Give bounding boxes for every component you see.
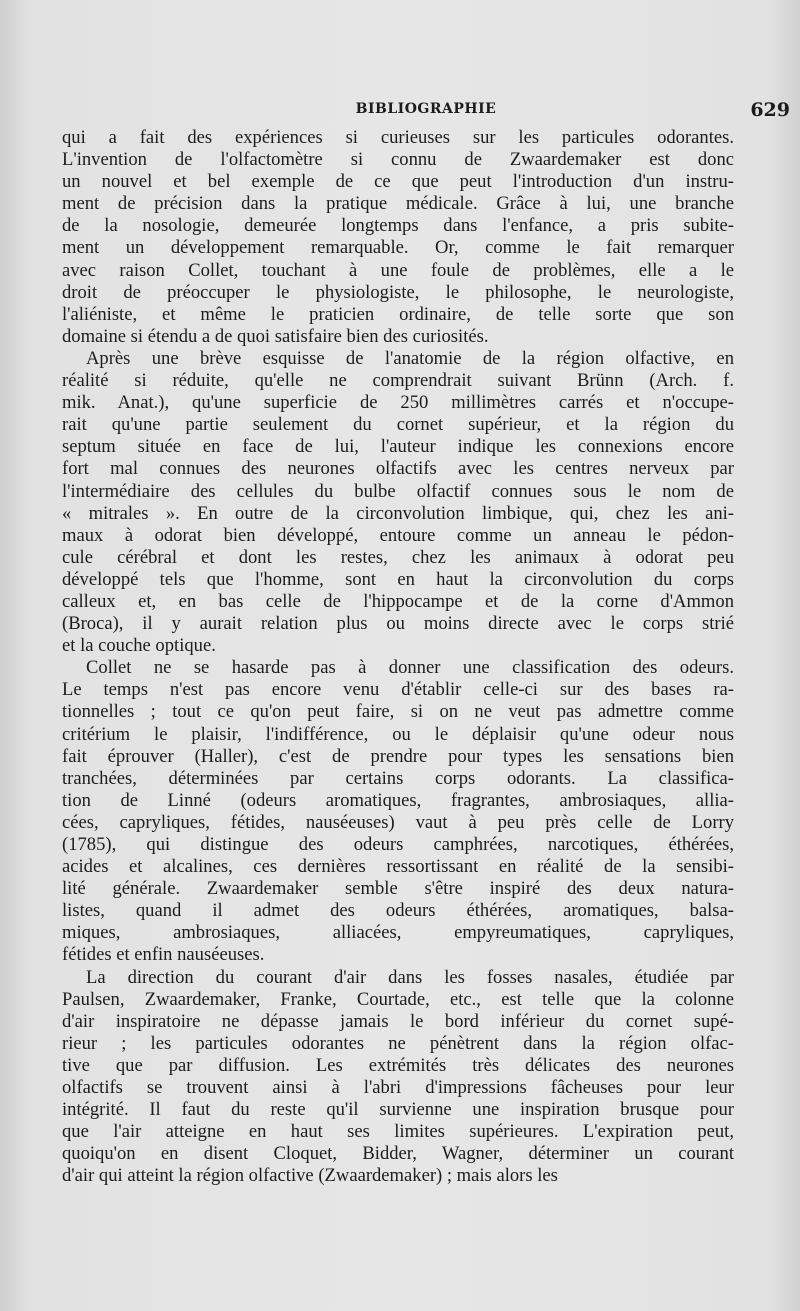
text-line: l'intermédiaire des cellules du bulbe olfactif connues sous le nom de: [62, 480, 734, 502]
running-head: [60, 101, 792, 127]
text-line: tion de Linné (odeurs aromatiques, fragrantes, ambrosiaques, allia-: [62, 789, 734, 811]
text-line: quoiqu'on en disent Cloquet, Bidder, Wagner, déterminer un courant: [62, 1143, 734, 1165]
text-line: tionnelles ; tout ce qu'on peut faire, si on ne veut pas admettre comme: [62, 701, 734, 723]
text-line: un nouvel et bel exemple de ce que peut l'introduction d'un instru-: [62, 171, 734, 193]
text-line: l'aliéniste, et même le praticien ordinaire, de telle sorte que son: [62, 303, 734, 325]
text-line: fétides et enfin nauséeuses.: [62, 944, 265, 966]
text-line: Collet ne se hasarde pas à donner une classification des odeurs.: [86, 657, 734, 679]
text-line: tranchées, déterminées par certains corps odorants. La classifica-: [62, 767, 734, 789]
text-line: avec raison Collet, touchant à une foule de problèmes, elle a le: [62, 259, 734, 281]
text-line: (Broca), il y aurait relation plus ou moins directe avec le corps strié: [62, 613, 734, 635]
text-line: tive que par diffusion. Les extrémités très délicates des neurones: [62, 1054, 734, 1076]
text-line: Paulsen, Zwaardemaker, Franke, Courtade, etc., est telle que la colonne: [62, 988, 734, 1010]
text-line: listes, quand il admet des odeurs éthérées, aromatiques, balsa-: [62, 900, 734, 922]
text-line: que l'air atteigne en haut ses limites supérieures. L'expiration peut,: [62, 1121, 734, 1143]
text-line: critérium le plaisir, l'indifférence, ou le déplaisir qu'une odeur nous: [62, 723, 734, 745]
running-title: BIBLIOGRAPHIE: [355, 101, 497, 117]
text-line: rait qu'une partie seulement du cornet supérieur, et la région du: [62, 414, 734, 436]
paragraph: [62, 348, 734, 657]
text-line: cées, capryliques, fétides, nauséeuses) vaut à peu près celle de Lorry: [62, 811, 734, 833]
text-line: intégrité. Il faut du reste qu'il survienne une inspiration brusque pour: [62, 1099, 734, 1121]
text-line: ment de précision dans la pratique médicale. Grâce à lui, une branche: [62, 193, 734, 215]
text-line: droit de préoccuper le physiologiste, le philosophe, le neurologiste,: [62, 281, 734, 303]
paragraph: [62, 657, 734, 966]
text-line: domaine si étendu a de quoi satisfaire bien des curiosités.: [62, 325, 489, 347]
text-line: rieur ; les particules odorantes ne pénètrent dans la région olfac-: [62, 1032, 734, 1054]
text-line: olfactifs se trouvent ainsi à l'abri d'impressions fâcheuses pour leur: [62, 1077, 734, 1099]
text-line: La direction du courant d'air dans les fosses nasales, étudiée par: [86, 966, 734, 988]
text-line: Après une brève esquisse de l'anatomie de la région olfactive, en: [86, 347, 734, 369]
paragraph: [62, 967, 734, 1188]
text-line: L'invention de l'olfactomètre si connu de Zwaardemaker est donc: [62, 149, 734, 171]
text-line: développé tels que l'homme, sont en haut la circonvolution du corps: [62, 568, 734, 590]
text-line: et la couche optique.: [62, 635, 216, 657]
text-line: mik. Anat.), qu'une superficie de 250 millimètres carrés et n'occupe-: [62, 392, 734, 414]
text-line: qui a fait des expériences si curieuses sur les particules odorantes.: [62, 127, 734, 148]
text-line: acides et alcalines, ces dernières ressortissant en réalité de la sensibi-: [62, 856, 734, 878]
paragraph: [62, 127, 734, 348]
text-line: cule cérébral et dont les restes, chez les animaux à odorat peu: [62, 546, 734, 568]
text-line: miques, ambrosiaques, alliacées, empyreumatiques, capryliques,: [62, 922, 734, 944]
body-text: [62, 127, 734, 1188]
text-line: Le temps n'est pas encore venu d'établir celle-ci sur des bases ra-: [62, 679, 734, 701]
text-line: lité générale. Zwaardemaker semble s'être inspiré des deux natura-: [62, 878, 734, 900]
text-line: ment un développement remarquable. Or, comme le fait remarquer: [62, 237, 734, 259]
text-line: calleux et, en bas celle de l'hippocampe et de la corne d'Ammon: [62, 590, 734, 612]
text-line: de la nosologie, demeurée longtemps dans l'enfance, a pris subite-: [62, 215, 734, 237]
text-line: réalité si réduite, qu'elle ne comprendrait suivant Brünn (Arch. f.: [62, 370, 734, 392]
text-line: « mitrales ». En outre de la circonvolution limbique, qui, chez les ani-: [62, 502, 734, 524]
text-line: d'air qui atteint la région olfactive (Zwaardemaker) ; mais alors les: [62, 1165, 558, 1187]
text-line: fait éprouver (Haller), c'est de prendre pour types les sensations bien: [62, 745, 734, 767]
text-line: fort mal connues des neurones olfactifs avec les centres nerveux par: [62, 458, 734, 480]
text-line: (1785), qui distingue des odeurs camphrées, narcotiques, éthérées,: [62, 834, 734, 855]
text-line: d'air inspiratoire ne dépasse jamais le bord inférieur du cornet supé-: [62, 1010, 734, 1032]
text-line: septum située en face de lui, l'auteur indique les connexions encore: [62, 436, 734, 458]
page-number: 629: [750, 99, 790, 121]
text-line: maux à odorat bien développé, entoure comme un anneau le pédon-: [62, 524, 734, 546]
